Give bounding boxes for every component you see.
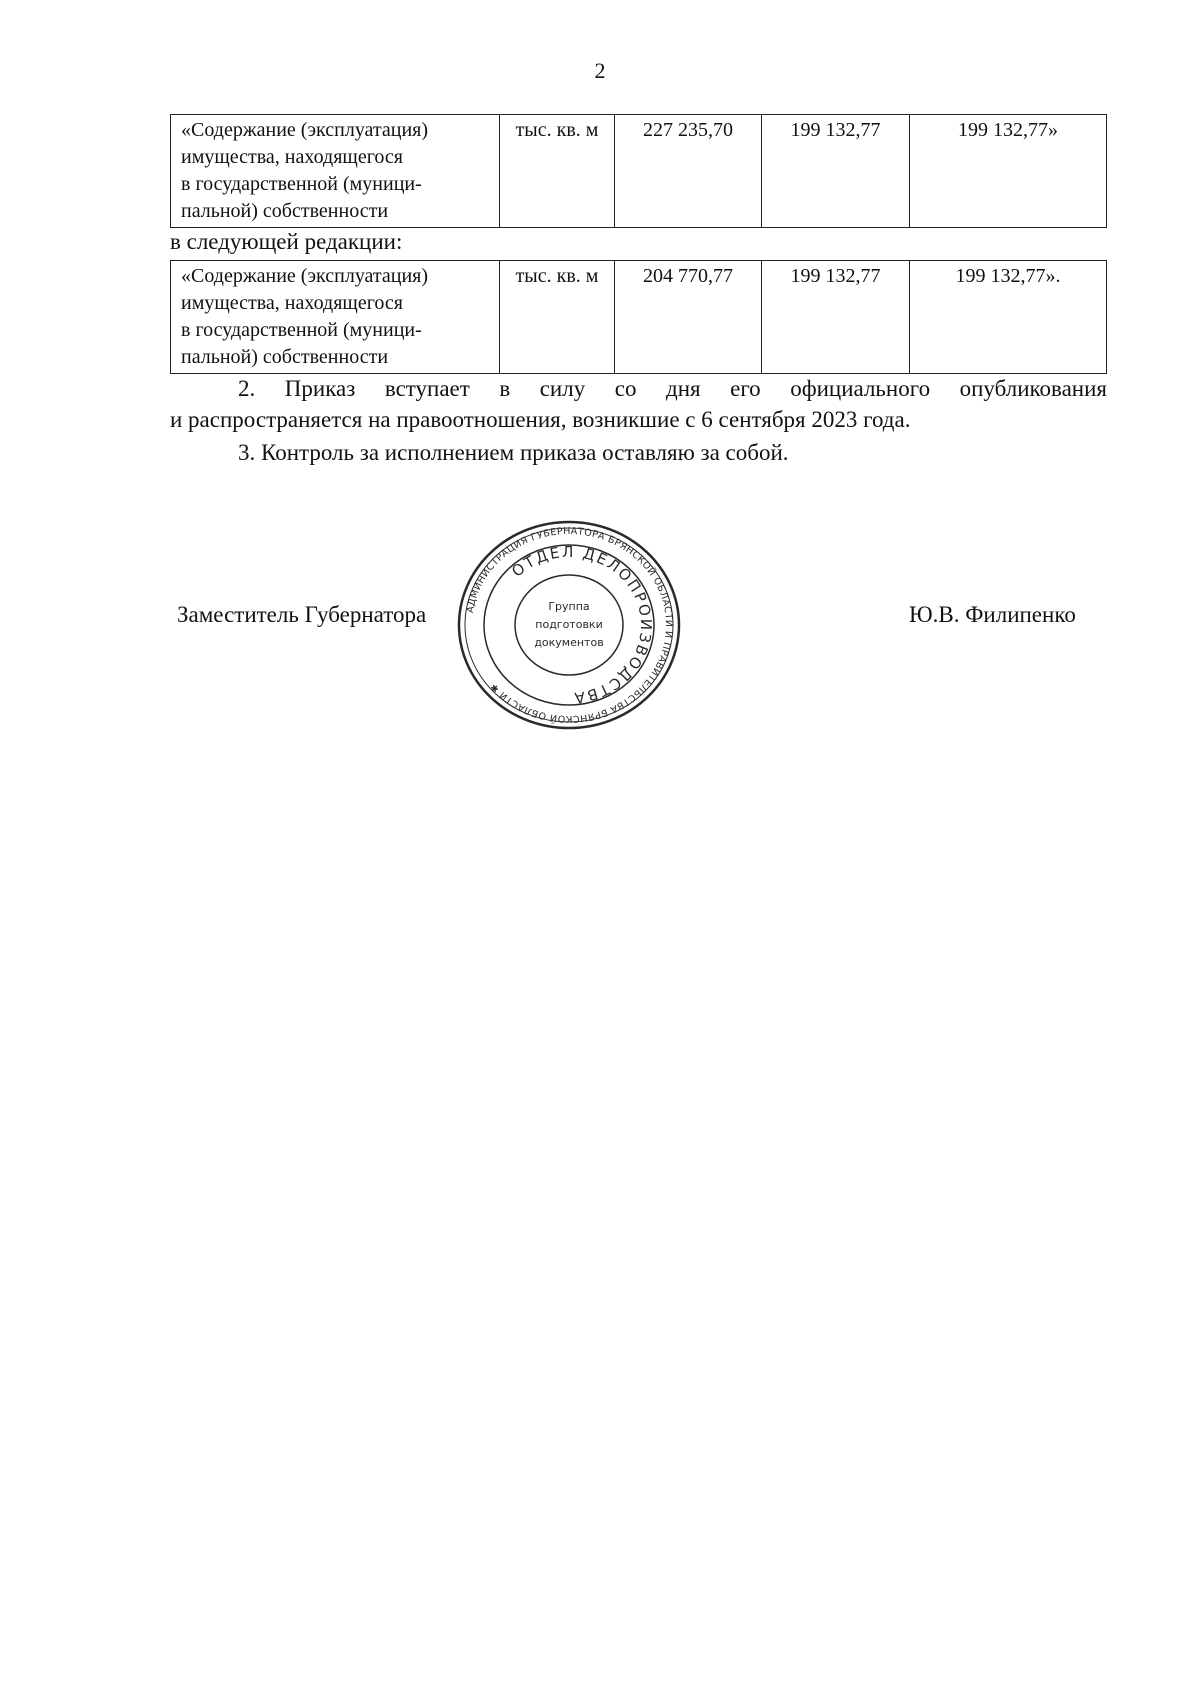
indicator-name-line: имущества, находящегося bbox=[181, 292, 403, 314]
signatory-title: Заместитель Губернатора bbox=[177, 602, 427, 627]
signatory-name: Ю.В. Филипенко bbox=[909, 602, 1076, 627]
paragraph-3 bbox=[170, 437, 1107, 468]
seal-stamp bbox=[453, 520, 685, 730]
value-cell-1: 227 235,70 bbox=[615, 115, 762, 228]
redaction-caption: в следующей редакции: bbox=[170, 229, 403, 254]
indicator-name-cell bbox=[171, 261, 500, 374]
seal-center-line: документов bbox=[534, 636, 604, 649]
value-cell-2: 199 132,77 bbox=[762, 261, 910, 374]
indicator-name-line: в государственной (муници- bbox=[181, 173, 422, 195]
paragraph-line: 2. Приказ вступает в силу со дня его официального опубликования bbox=[238, 376, 1107, 401]
unit-cell: тыс. кв. м bbox=[500, 261, 615, 374]
indicator-table-new bbox=[170, 260, 1107, 374]
value-cell-2: 199 132,77 bbox=[762, 115, 910, 228]
page-number: 2 bbox=[594, 58, 606, 83]
seal-center-line: подготовки bbox=[535, 618, 603, 631]
paragraph-2 bbox=[170, 373, 1107, 435]
indicator-name-line: в государственной (муници- bbox=[181, 319, 422, 341]
paragraph-line: 3. Контроль за исполнением приказа оставляю за собой. bbox=[238, 440, 789, 465]
seal-center-line: Группа bbox=[548, 600, 590, 613]
unit-cell: тыс. кв. м bbox=[500, 115, 615, 228]
table-row bbox=[171, 261, 1107, 374]
value-cell-1: 204 770,77 bbox=[615, 261, 762, 374]
seal-inner-text: ОТДЕЛ ДЕЛОПРОИЗВОДСТВА bbox=[508, 542, 656, 708]
indicator-name-cell bbox=[171, 115, 500, 228]
indicator-name-line: «Содержание (эксплуатация) bbox=[181, 119, 429, 141]
indicator-name-line: пальной) собственности bbox=[181, 346, 389, 368]
indicator-name-line: имущества, находящегося bbox=[181, 146, 403, 168]
value-cell-3: 199 132,77». bbox=[910, 261, 1107, 374]
indicator-table-old bbox=[170, 114, 1107, 228]
seal-outer-text: АДМИНИСТРАЦИЯ ГУБЕРНАТОРА БРЯНСКОЙ ОБЛАСТИ И ПРАВИТЕЛЬСТВА БРЯНСКОЙ ОБЛАСТИ ✱ bbox=[464, 525, 675, 725]
paragraph-line: и распространяется на правоотношения, возникшие с 6 сентября 2023 года. bbox=[170, 407, 911, 432]
indicator-name-line: пальной) собственности bbox=[181, 200, 389, 222]
table-row bbox=[171, 115, 1107, 228]
indicator-name-line: «Содержание (эксплуатация) bbox=[181, 265, 429, 287]
value-cell-3: 199 132,77» bbox=[910, 115, 1107, 228]
